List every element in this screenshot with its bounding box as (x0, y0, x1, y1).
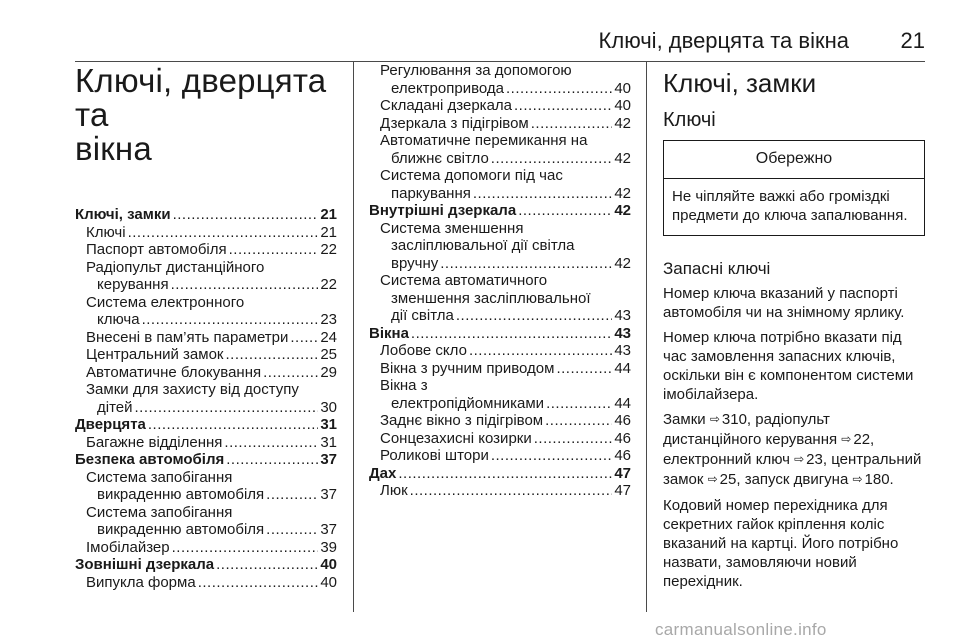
toc-entry[interactable] (369, 360, 631, 378)
toc-entry-label: Дах (369, 464, 397, 482)
toc-entry-label: дії світла (391, 307, 454, 324)
toc-page-number: 47 (614, 482, 631, 499)
leader-dots (491, 447, 612, 465)
toc-page-number: 21 (320, 206, 337, 223)
leader-dots (266, 521, 318, 539)
leader-dots (198, 574, 319, 592)
toc-entry[interactable] (369, 412, 631, 430)
leader-dots (224, 434, 318, 452)
paragraph-ordering: Номер ключа потрібно вказати під час замовлення запасних ключів, оскільки він є компонентом системи імобілайзера. (663, 329, 914, 403)
leader-dots (556, 360, 612, 378)
column-divider-2 (646, 62, 647, 612)
toc-entry[interactable] (369, 97, 631, 115)
toc-entry-label: керування (97, 276, 169, 293)
leader-dots (128, 224, 319, 242)
cross-reference-arrow-icon: ⇨ (841, 432, 852, 446)
toc-entry-label: електропідйомниками (391, 394, 545, 412)
toc-section-entry[interactable] (75, 416, 337, 434)
toc-entry[interactable] (75, 434, 337, 452)
toc-entry[interactable] (75, 539, 337, 557)
toc-entry-label: зменшення засліплювальної (391, 289, 591, 307)
toc-page-number: 24 (320, 328, 337, 346)
warning-text: Не чіпляйте важкі або громіздкі предмети до ключа запалювання. (672, 188, 908, 224)
toc-entry-label: Безпека автомобіля (75, 451, 225, 468)
toc-entry-label: дітей (97, 398, 133, 416)
content-column (663, 62, 925, 597)
leader-dots (172, 539, 319, 557)
chapter-title: Ключі, дверцята та вікна (75, 62, 327, 167)
toc-entry-label: викраденню автомобіля (97, 486, 265, 503)
leader-dots (506, 80, 612, 98)
toc-entry-label: Вікна з (380, 377, 428, 394)
toc-entry-label: ключа (97, 311, 140, 328)
toc-entry-label: засліплювальної дії світла (391, 237, 575, 254)
toc-entry-label: Люк (380, 482, 408, 499)
leader-dots (534, 430, 613, 448)
toc-page-number: 47 (614, 464, 631, 482)
toc-page-number: 42 (614, 184, 631, 202)
cross-reference-arrow-icon: ⇨ (852, 472, 863, 486)
cross-reference-arrow-icon: ⇨ (709, 412, 720, 426)
leader-dots (290, 329, 318, 347)
toc-entry-label: Складані дзеркала (380, 97, 513, 114)
toc-entry-label: Імобілайзер (86, 538, 170, 556)
toc-page-number: 44 (614, 359, 631, 377)
leader-dots (440, 255, 612, 273)
toc-page-number: 21 (320, 223, 337, 241)
toc-entry-label: Внесені в пам’ять параметри (86, 328, 289, 346)
leader-dots (410, 482, 613, 500)
toc-entry[interactable] (75, 241, 337, 259)
paragraph-cross-references: Замки ⇨ 310, радіопульт дистанційного керування ⇨ 22, електронний ключ ⇨ 23, центральний замок ⇨ 25, запуск двигуна ⇨ 180. (663, 411, 922, 488)
leader-dots (263, 364, 318, 382)
toc-entry-label: Випукла форма (86, 573, 196, 591)
toc-page-number: 42 (614, 114, 631, 132)
toc-entry-label: Заднє вікно з підігрівом (380, 412, 544, 429)
toc-entry-label: Лобове скло (380, 342, 467, 359)
toc-entry-label: ближнє світло (391, 149, 489, 167)
toc-entry[interactable] (369, 430, 631, 448)
toc-entry-label: паркування (391, 184, 471, 202)
warning-title: Обережно (664, 141, 924, 179)
leader-dots (135, 399, 319, 417)
toc-page-number: 29 (320, 363, 337, 381)
toc-entry[interactable] (369, 447, 631, 465)
toc-entry[interactable] (369, 115, 631, 133)
toc-page-number: 31 (320, 433, 337, 451)
leader-dots (229, 241, 319, 259)
toc-entry[interactable] (369, 342, 631, 360)
toc-entry-label: Система запобігання (86, 503, 233, 521)
toc-page-number: 43 (614, 342, 631, 359)
leader-dots (148, 416, 318, 434)
toc-entry[interactable] (75, 381, 337, 416)
toc-entry[interactable] (369, 482, 631, 500)
toc-page-number: 42 (614, 149, 631, 167)
toc-entry[interactable] (369, 132, 631, 167)
toc-entry-label: викраденню автомобіля (97, 521, 265, 538)
toc-entry-label: Система запобігання (86, 468, 233, 486)
toc-entry[interactable] (75, 574, 337, 592)
toc-entry-label: Зовнішні дзеркала (75, 556, 215, 573)
toc-page-number: 39 (320, 538, 337, 556)
toc-page-number: 46 (614, 412, 631, 429)
toc-section-entry[interactable] (369, 465, 631, 483)
leader-dots (531, 115, 613, 133)
toc-page-number: 22 (320, 241, 337, 258)
leader-dots (473, 185, 612, 203)
toc-entry-label: Внутрішні дзеркала (369, 202, 517, 219)
toc-list-continued (369, 62, 631, 500)
cross-reference-arrow-icon: ⇨ (707, 472, 718, 486)
leader-dots (171, 276, 319, 294)
toc-entry-label: Дзеркала з підігрівом (380, 114, 529, 132)
toc-page-number: 25 (320, 346, 337, 363)
toc-page-number: 42 (614, 202, 631, 219)
leader-dots (226, 346, 319, 364)
toc-entry-label: Автоматичне блокування (86, 363, 262, 381)
toc-entry-label: вручну (391, 254, 439, 272)
toc-column-1 (75, 62, 337, 591)
section-heading: Ключі, замки (663, 68, 817, 98)
paragraph-wheel-lock: Кодовий номер перехідника для секретних гайок кріплення коліс вказаний на картці. Його потрібно назвати, замовляючи новий перехідник. (663, 497, 899, 590)
toc-page-number: 42 (614, 254, 631, 272)
leader-dots (173, 206, 319, 224)
toc-entry-label: Ключі (86, 223, 126, 241)
toc-entry-label: електропривода (391, 79, 504, 97)
toc-entry[interactable] (369, 272, 631, 325)
leader-dots (226, 451, 318, 469)
toc-section-entry[interactable] (75, 556, 337, 574)
warning-box (663, 140, 925, 236)
toc-page-number: 37 (320, 486, 337, 503)
leader-dots (142, 311, 319, 329)
toc-entry-label: Система електронного (86, 293, 245, 311)
running-header-title: Ключі, дверцята та вікна (598, 28, 849, 53)
leader-dots (546, 395, 612, 413)
spare-keys-heading: Запасні ключі (663, 259, 771, 278)
toc-section-entry[interactable] (369, 325, 631, 343)
toc-section-entry[interactable] (75, 206, 337, 224)
toc-entry-label: Вікна з ручним приводом (380, 359, 555, 377)
leader-dots (491, 150, 613, 168)
toc-entry[interactable] (75, 294, 337, 329)
toc-entry-label: Ключі, замки (75, 206, 171, 223)
toc-section-entry[interactable] (75, 451, 337, 469)
toc-entry-label: Паспорт автомобіля (86, 241, 227, 258)
toc-list (75, 206, 337, 591)
leader-dots (545, 412, 612, 430)
page-number: 21 (900, 28, 925, 53)
page-header (75, 0, 925, 62)
toc-entry-label: Система автоматичного (380, 272, 548, 289)
leader-dots (514, 97, 612, 115)
toc-page-number: 40 (320, 556, 337, 573)
toc-entry[interactable] (75, 259, 337, 294)
toc-entry-label: Роликові штори (380, 447, 489, 464)
toc-page-number: 30 (320, 398, 337, 416)
toc-page-number: 43 (614, 307, 631, 324)
toc-page-number: 23 (320, 311, 337, 328)
toc-entry-label: Сонцезахисні козирки (380, 429, 532, 447)
toc-page-number: 31 (320, 416, 337, 433)
toc-entry[interactable] (75, 329, 337, 347)
toc-entry-label: Регулювання за допомогою (380, 62, 572, 79)
subsection-heading: Ключі (663, 109, 716, 131)
leader-dots (266, 486, 318, 504)
toc-entry-label: Система зменшення (380, 219, 524, 237)
toc-page-number: 22 (320, 276, 337, 293)
toc-entry[interactable] (369, 62, 631, 97)
toc-column-2 (369, 62, 631, 500)
toc-entry-label: Дверцята (75, 416, 146, 433)
toc-entry[interactable] (75, 346, 337, 364)
toc-page-number: 40 (614, 79, 631, 97)
toc-page-number: 43 (614, 324, 631, 342)
toc-entry-label: Радіопульт дистанційного (86, 258, 265, 276)
toc-entry[interactable] (75, 469, 337, 504)
leader-dots (456, 307, 612, 325)
toc-entry-label: Вікна (369, 324, 409, 342)
leader-dots (398, 465, 612, 483)
toc-entry[interactable] (75, 504, 337, 539)
toc-section-entry[interactable] (369, 202, 631, 220)
cross-reference-arrow-icon: ⇨ (794, 452, 805, 466)
watermark: carmanualsonline.info (655, 620, 827, 639)
toc-page-number: 37 (320, 451, 337, 468)
toc-page-number: 40 (614, 97, 631, 114)
toc-entry[interactable] (75, 364, 337, 382)
toc-entry[interactable] (369, 377, 631, 412)
toc-entry-label: Багажне відділення (86, 433, 223, 451)
toc-page-number: 37 (320, 521, 337, 538)
leader-dots (518, 202, 612, 220)
toc-entry-label: Автоматичне перемикання на (380, 132, 588, 149)
toc-page-number: 46 (614, 429, 631, 447)
paragraph-key-number: Номер ключа вказаний у паспорті автомобіля чи на знімному ярлику. (663, 285, 905, 321)
toc-entry-label: Замки для захисту від доступу (86, 381, 299, 398)
toc-entry-label: Центральний замок (86, 346, 224, 363)
leader-dots (216, 556, 318, 574)
toc-page-number: 46 (614, 447, 631, 464)
toc-page-number: 44 (614, 394, 631, 412)
toc-page-number: 40 (320, 573, 337, 591)
toc-entry[interactable] (369, 167, 631, 202)
leader-dots (411, 325, 612, 343)
toc-entry[interactable] (75, 224, 337, 242)
toc-entry-label: Система допомоги під час (380, 167, 563, 184)
toc-entry[interactable] (369, 220, 631, 273)
column-divider-1 (353, 62, 354, 612)
leader-dots (469, 342, 612, 360)
